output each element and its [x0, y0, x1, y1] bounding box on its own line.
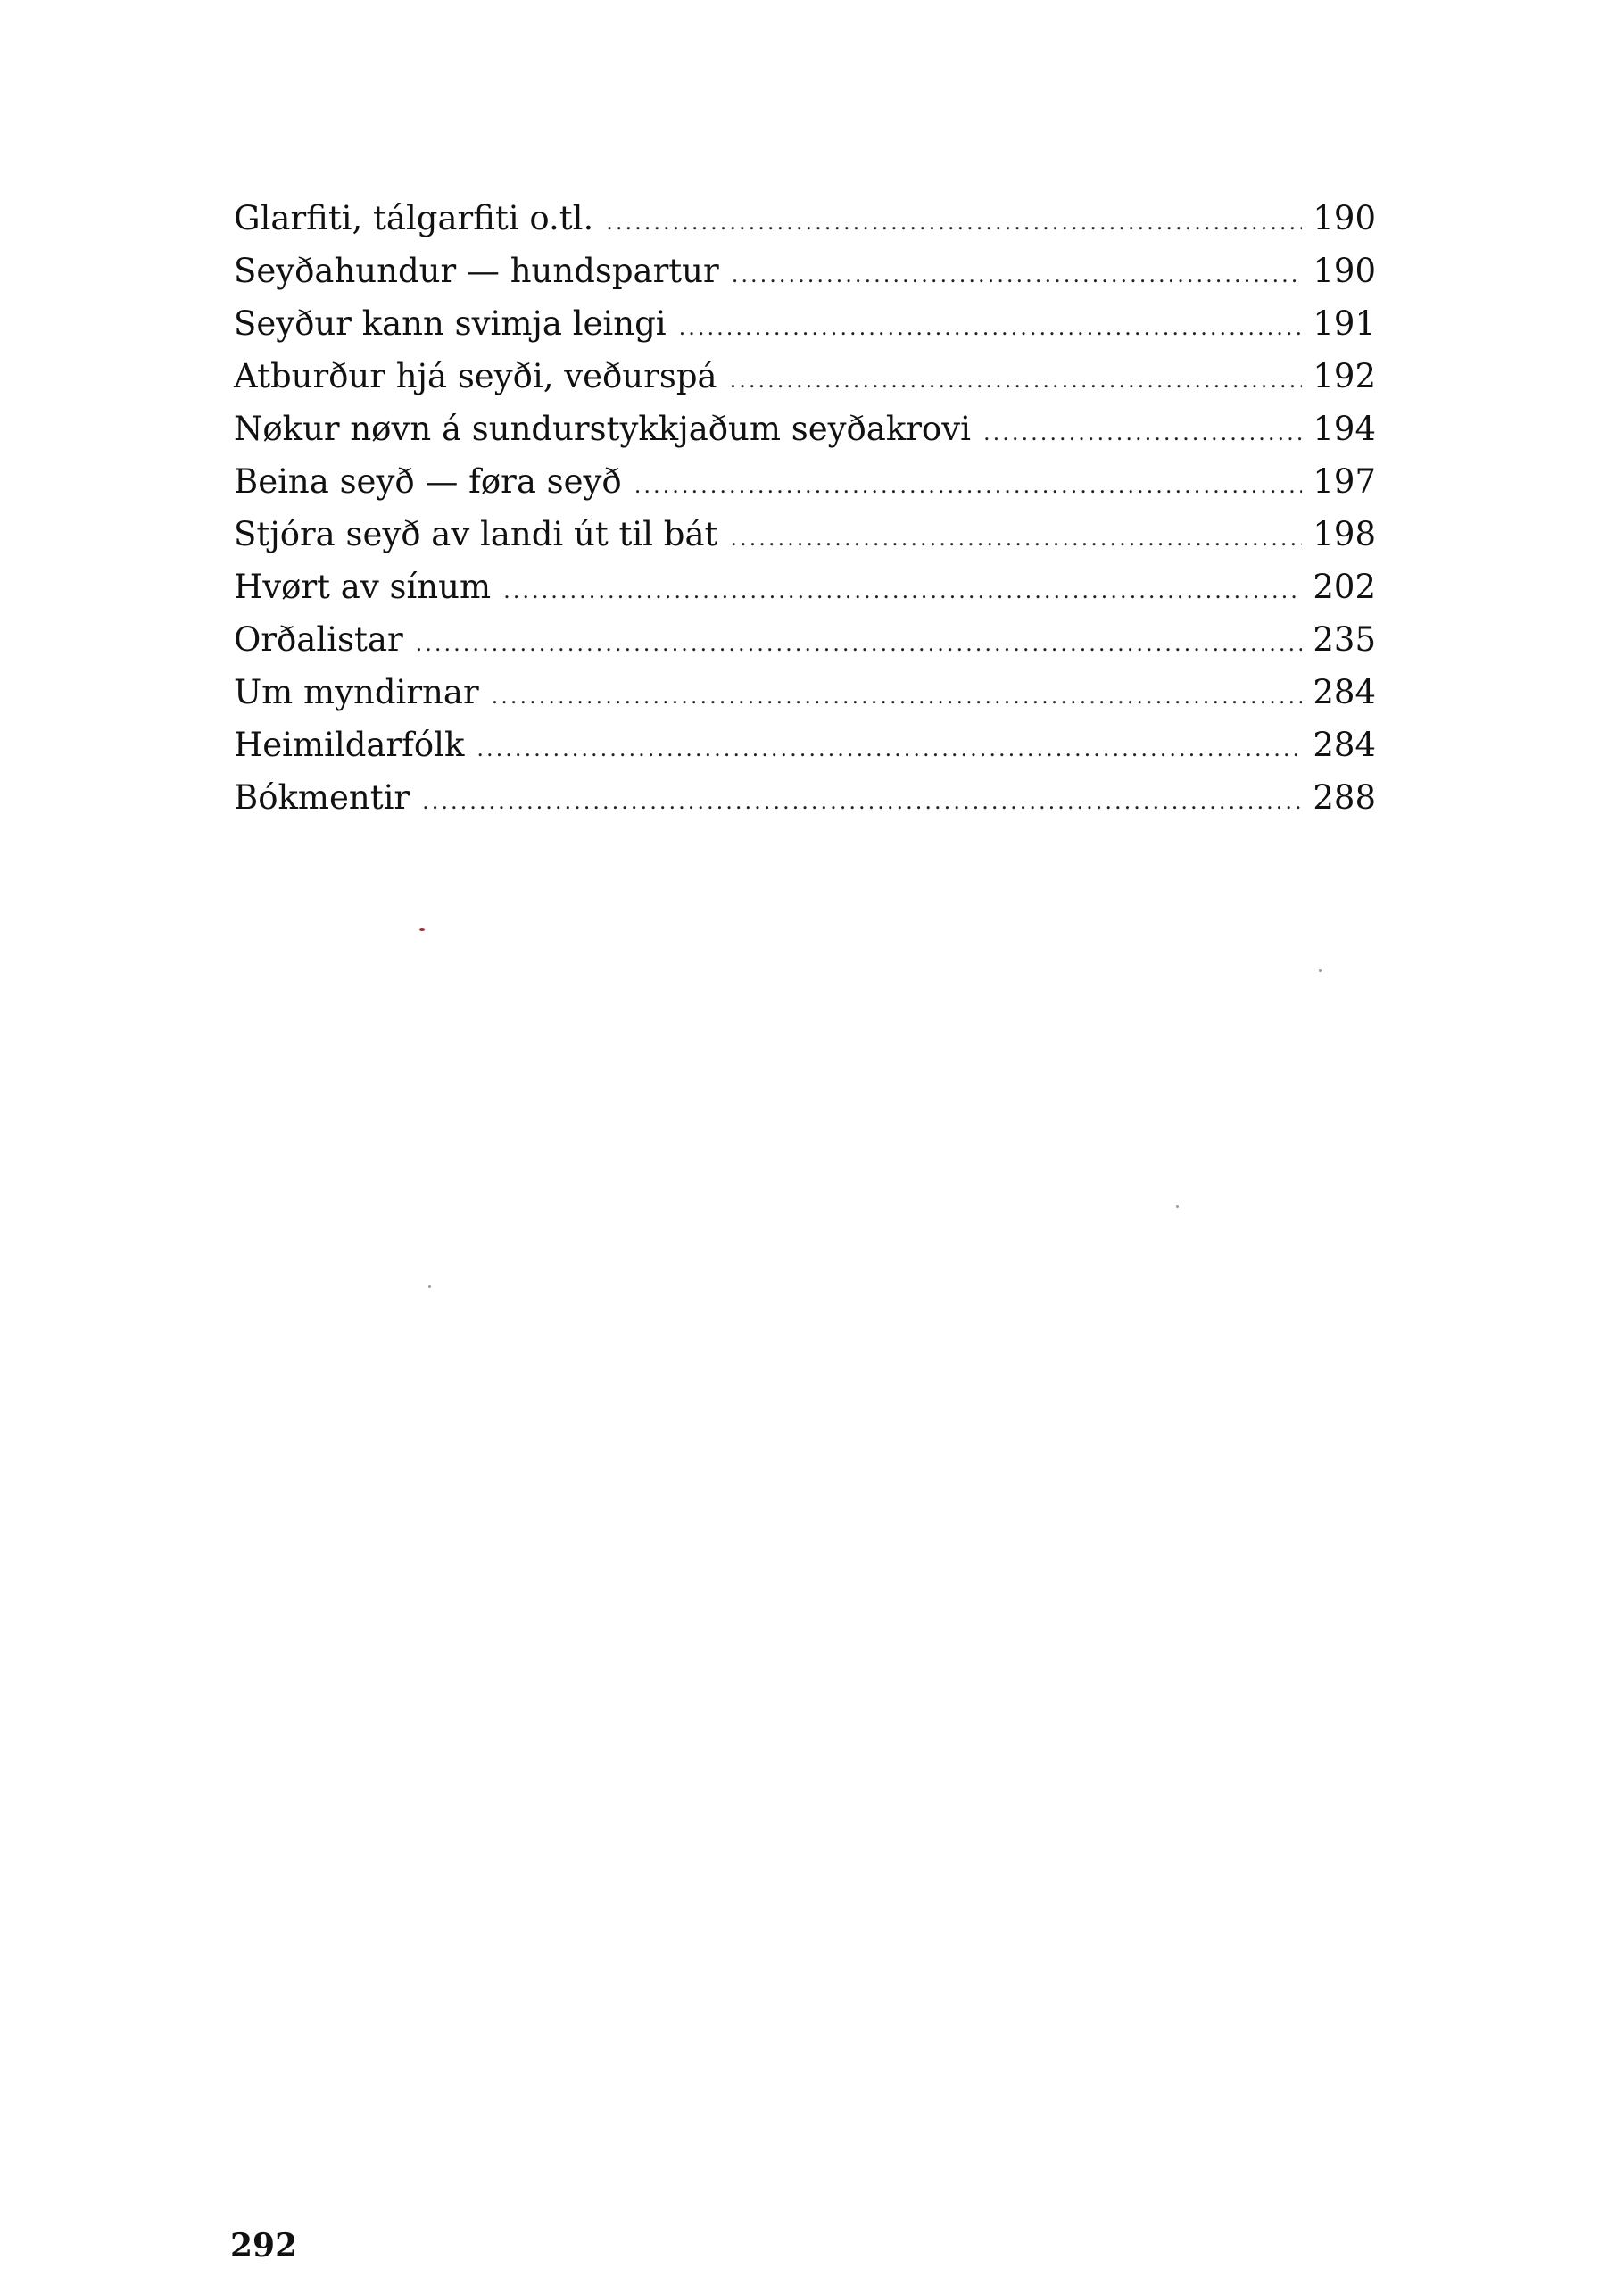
toc-entry-page: 288 [1313, 778, 1376, 817]
toc-entry [234, 297, 1376, 350]
toc-entry-page: 190 [1313, 199, 1376, 237]
toc-entry-title: Beina seyð — føra seyð [234, 462, 622, 501]
toc-entry-page: 202 [1313, 568, 1376, 606]
toc-dot-leader [416, 618, 1303, 670]
toc-entry-title: Bókmentir [234, 778, 410, 817]
toc-entry-page: 194 [1313, 410, 1376, 448]
toc-entry-page: 197 [1313, 462, 1376, 501]
toc-dot-leader [503, 565, 1302, 618]
toc-entry-title: Seyður kann svimja leingi [234, 304, 667, 343]
toc-entry [234, 192, 1376, 245]
toc-dot-leader [679, 302, 1303, 354]
toc-dot-leader [606, 196, 1302, 249]
toc-entry [234, 771, 1376, 824]
toc-dot-leader [730, 512, 1302, 565]
toc-entry-page: 284 [1313, 673, 1376, 711]
toc-entry [234, 561, 1376, 613]
toc-dot-leader [730, 354, 1303, 407]
toc-dot-leader [492, 670, 1303, 723]
toc-entry [234, 613, 1376, 666]
toc-entry [234, 508, 1376, 561]
toc-entry [234, 245, 1376, 297]
toc-dot-leader [634, 460, 1303, 512]
scan-speck [1176, 1205, 1179, 1208]
toc-entry-page: 191 [1313, 304, 1376, 343]
toc-entry [234, 350, 1376, 403]
toc-entry-title: Hvørt av sínum [234, 568, 492, 606]
toc-entry [234, 403, 1376, 455]
scan-speck [1319, 969, 1322, 972]
toc-entry-title: Um myndirnar [234, 673, 479, 711]
toc-dot-leader [476, 723, 1302, 776]
toc-dot-leader [732, 249, 1303, 302]
toc-dot-leader [422, 776, 1302, 828]
toc-dot-leader [983, 407, 1302, 460]
table-of-contents [234, 192, 1376, 824]
toc-entry-page: 192 [1313, 357, 1376, 395]
toc-entry-title: Heimildarfólk [234, 726, 465, 764]
toc-entry-title: Nøkur nøvn á sundurstykkjaðum seyðakrovi [234, 410, 971, 448]
toc-entry-title: Stjóra seyð av landi út til bát [234, 515, 718, 553]
toc-entry-page: 190 [1313, 252, 1376, 290]
scan-speck [428, 1285, 431, 1288]
toc-entry-page: 235 [1313, 620, 1376, 659]
toc-entry [234, 666, 1376, 719]
toc-entry-title: Glarfiti, tálgarfiti o.tl. [234, 199, 594, 237]
toc-entry-title: Orðalistar [234, 620, 403, 659]
toc-entry-page: 284 [1313, 726, 1376, 764]
toc-entry-title: Atburður hjá seyði, veðurspá [234, 357, 717, 395]
toc-entry [234, 719, 1376, 771]
scan-speck [419, 928, 425, 931]
toc-entry-title: Seyðahundur — hundspartur [234, 252, 719, 290]
toc-entry-page: 198 [1313, 515, 1376, 553]
page-number: 292 [230, 2227, 298, 2264]
toc-entry [234, 455, 1376, 508]
